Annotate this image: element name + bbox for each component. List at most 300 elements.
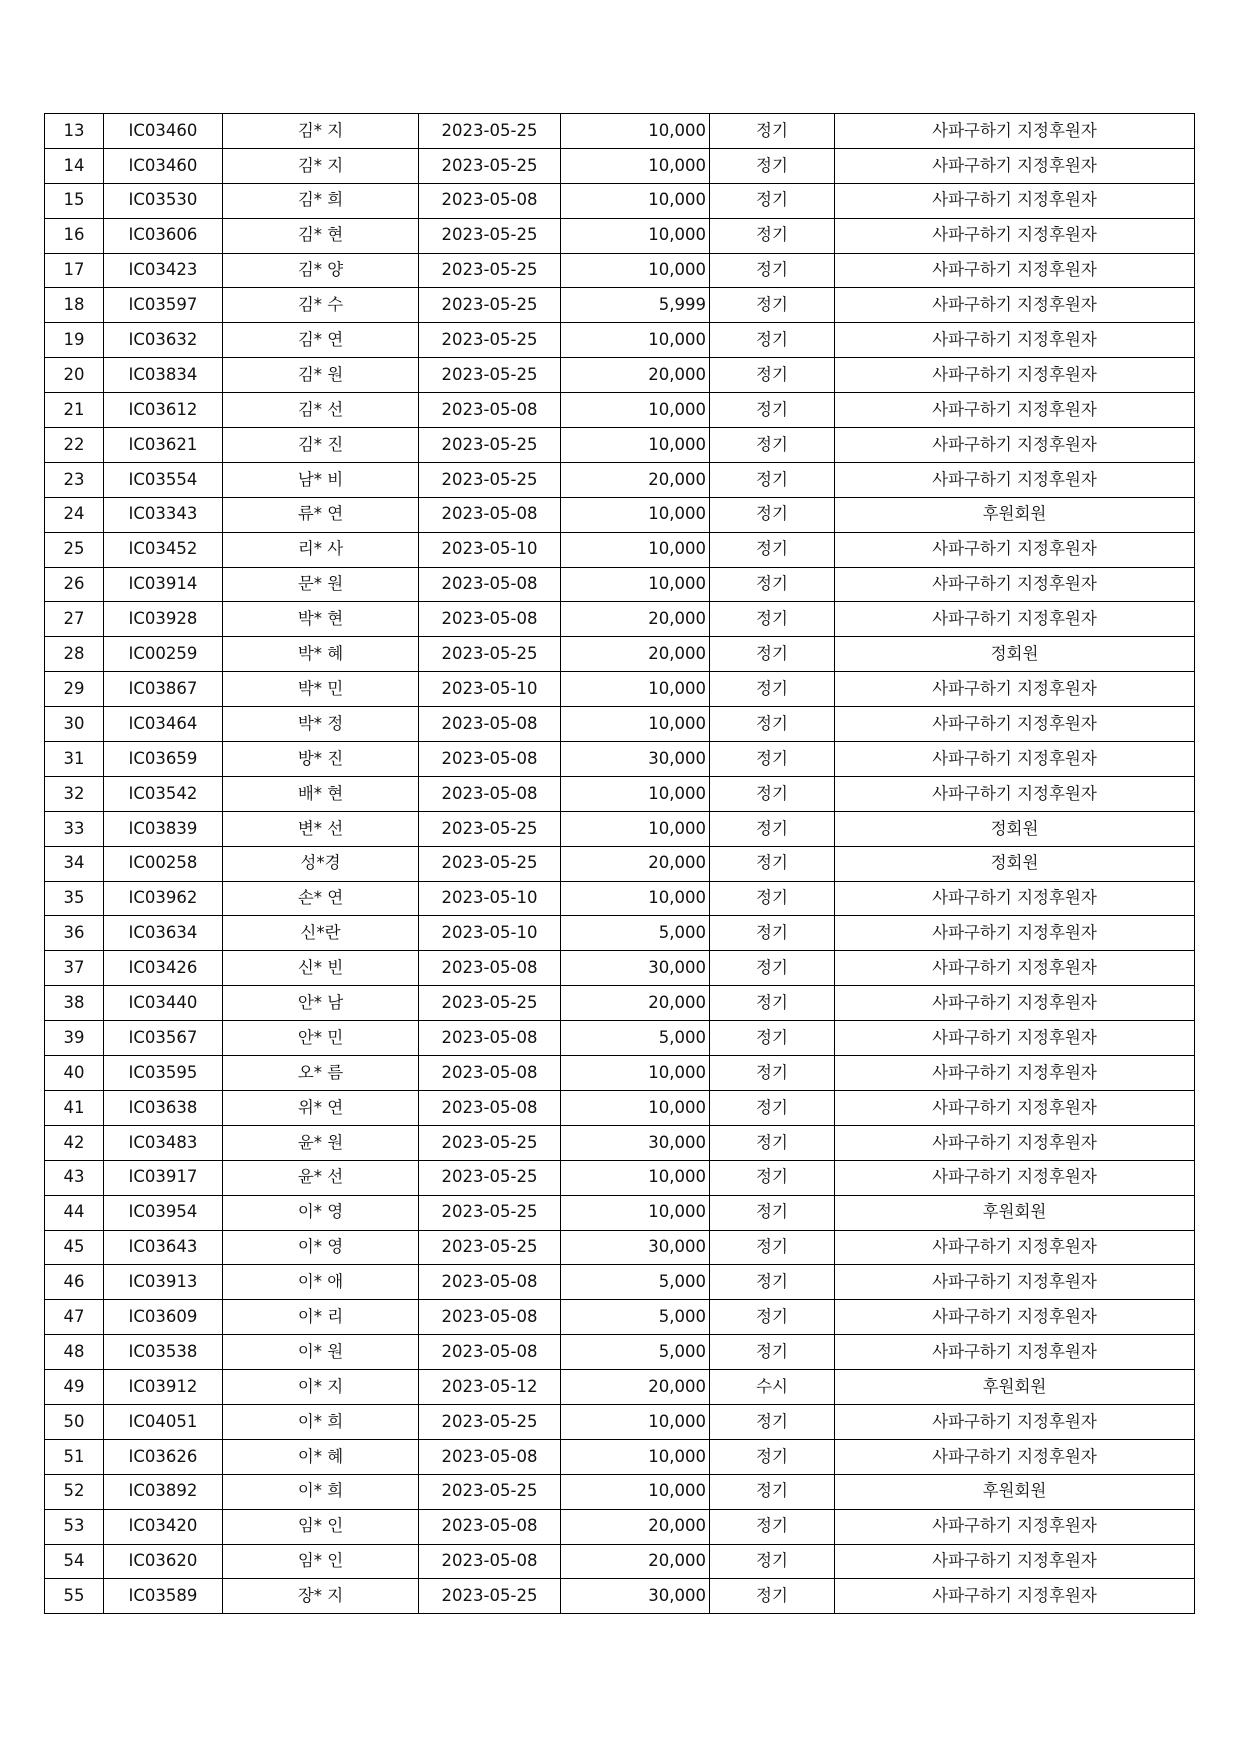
cell-donor-category: 사파구하기 지정후원자 — [835, 776, 1195, 811]
cell-amount: 20,000 — [561, 1370, 710, 1405]
cell-row-number: 17 — [45, 253, 104, 288]
cell-row-number: 44 — [45, 1195, 104, 1230]
table-row — [45, 846, 1195, 881]
cell-member-id: IC03420 — [104, 1509, 223, 1544]
cell-donor-name: 임* 인 — [223, 1509, 419, 1544]
table-row — [45, 323, 1195, 358]
cell-amount: 20,000 — [561, 602, 710, 637]
cell-donation-date: 2023-05-10 — [419, 532, 561, 567]
cell-member-id: IC03589 — [104, 1579, 223, 1614]
cell-donor-category: 사파구하기 지정후원자 — [835, 916, 1195, 951]
cell-donation-type: 정기 — [710, 881, 835, 916]
table-row — [45, 428, 1195, 463]
table-row — [45, 532, 1195, 567]
cell-donor-name: 성*경 — [223, 846, 419, 881]
cell-donor-name: 안* 민 — [223, 1021, 419, 1056]
cell-amount: 10,000 — [561, 114, 710, 149]
cell-donation-type: 정기 — [710, 497, 835, 532]
cell-donor-name: 박* 혜 — [223, 637, 419, 672]
cell-donor-name: 장* 지 — [223, 1579, 419, 1614]
cell-amount: 5,000 — [561, 1265, 710, 1300]
cell-donation-date: 2023-05-08 — [419, 393, 561, 428]
cell-donation-type: 정기 — [710, 358, 835, 393]
cell-donor-category: 사파구하기 지정후원자 — [835, 288, 1195, 323]
cell-donation-type: 정기 — [710, 1021, 835, 1056]
cell-donation-type: 정기 — [710, 602, 835, 637]
cell-donor-category: 후원회원 — [835, 1370, 1195, 1405]
cell-donor-category: 사파구하기 지정후원자 — [835, 1439, 1195, 1474]
cell-donor-name: 김* 희 — [223, 183, 419, 218]
cell-member-id: IC03606 — [104, 218, 223, 253]
cell-donation-type: 정기 — [710, 1544, 835, 1579]
cell-row-number: 16 — [45, 218, 104, 253]
cell-donor-name: 이* 지 — [223, 1370, 419, 1405]
cell-row-number: 42 — [45, 1125, 104, 1160]
cell-member-id: IC03530 — [104, 183, 223, 218]
cell-member-id: IC04051 — [104, 1404, 223, 1439]
cell-row-number: 30 — [45, 707, 104, 742]
cell-donor-category: 사파구하기 지정후원자 — [835, 881, 1195, 916]
table-row — [45, 1021, 1195, 1056]
cell-donation-type: 정기 — [710, 1335, 835, 1370]
cell-row-number: 36 — [45, 916, 104, 951]
table-row — [45, 1056, 1195, 1091]
cell-amount: 10,000 — [561, 323, 710, 358]
cell-donor-name: 이* 혜 — [223, 1439, 419, 1474]
cell-amount: 5,999 — [561, 288, 710, 323]
cell-row-number: 55 — [45, 1579, 104, 1614]
cell-member-id: IC03954 — [104, 1195, 223, 1230]
cell-member-id: IC03426 — [104, 951, 223, 986]
cell-row-number: 19 — [45, 323, 104, 358]
cell-amount: 20,000 — [561, 358, 710, 393]
cell-row-number: 40 — [45, 1056, 104, 1091]
cell-donor-category: 사파구하기 지정후원자 — [835, 253, 1195, 288]
cell-donor-category: 정회원 — [835, 846, 1195, 881]
cell-donation-date: 2023-05-25 — [419, 1125, 561, 1160]
cell-donor-name: 김* 수 — [223, 288, 419, 323]
cell-amount: 5,000 — [561, 1300, 710, 1335]
cell-donation-type: 정기 — [710, 811, 835, 846]
table-body — [45, 114, 1195, 1614]
cell-amount: 10,000 — [561, 253, 710, 288]
cell-donation-date: 2023-05-08 — [419, 602, 561, 637]
cell-member-id: IC03632 — [104, 323, 223, 358]
cell-donation-date: 2023-05-08 — [419, 567, 561, 602]
cell-amount: 10,000 — [561, 1090, 710, 1125]
table-row — [45, 1579, 1195, 1614]
cell-member-id: IC03634 — [104, 916, 223, 951]
cell-amount: 10,000 — [561, 1195, 710, 1230]
cell-row-number: 15 — [45, 183, 104, 218]
cell-donation-date: 2023-05-25 — [419, 1230, 561, 1265]
cell-member-id: IC03440 — [104, 986, 223, 1021]
cell-donation-type: 정기 — [710, 1195, 835, 1230]
cell-donor-category: 사파구하기 지정후원자 — [835, 986, 1195, 1021]
cell-member-id: IC00258 — [104, 846, 223, 881]
cell-donation-date: 2023-05-08 — [419, 183, 561, 218]
cell-donor-name: 김* 현 — [223, 218, 419, 253]
cell-member-id: IC03621 — [104, 428, 223, 463]
cell-donor-category: 사파구하기 지정후원자 — [835, 183, 1195, 218]
table-row — [45, 1300, 1195, 1335]
table-row — [45, 742, 1195, 777]
cell-donation-date: 2023-05-08 — [419, 776, 561, 811]
cell-donor-category: 사파구하기 지정후원자 — [835, 1125, 1195, 1160]
cell-row-number: 35 — [45, 881, 104, 916]
cell-donation-date: 2023-05-25 — [419, 218, 561, 253]
cell-donor-name: 김* 진 — [223, 428, 419, 463]
cell-donation-type: 정기 — [710, 707, 835, 742]
cell-donation-type: 정기 — [710, 951, 835, 986]
table-row — [45, 1195, 1195, 1230]
cell-member-id: IC03460 — [104, 114, 223, 149]
cell-donor-category: 사파구하기 지정후원자 — [835, 567, 1195, 602]
cell-donor-category: 사파구하기 지정후원자 — [835, 218, 1195, 253]
cell-donor-category: 사파구하기 지정후원자 — [835, 393, 1195, 428]
cell-member-id: IC03626 — [104, 1439, 223, 1474]
cell-donor-category: 사파구하기 지정후원자 — [835, 1404, 1195, 1439]
cell-donor-name: 문* 원 — [223, 567, 419, 602]
cell-donation-type: 정기 — [710, 637, 835, 672]
cell-donation-date: 2023-05-08 — [419, 951, 561, 986]
cell-donation-date: 2023-05-25 — [419, 637, 561, 672]
cell-member-id: IC03928 — [104, 602, 223, 637]
cell-row-number: 39 — [45, 1021, 104, 1056]
cell-row-number: 53 — [45, 1509, 104, 1544]
cell-donor-category: 후원회원 — [835, 1474, 1195, 1509]
cell-donation-type: 정기 — [710, 183, 835, 218]
cell-donation-type: 정기 — [710, 218, 835, 253]
cell-member-id: IC03423 — [104, 253, 223, 288]
cell-amount: 30,000 — [561, 742, 710, 777]
cell-amount: 10,000 — [561, 1404, 710, 1439]
cell-donor-category: 정회원 — [835, 811, 1195, 846]
cell-amount: 10,000 — [561, 672, 710, 707]
cell-amount: 10,000 — [561, 148, 710, 183]
cell-donor-category: 사파구하기 지정후원자 — [835, 532, 1195, 567]
cell-donor-category: 사파구하기 지정후원자 — [835, 1300, 1195, 1335]
cell-donation-date: 2023-05-08 — [419, 1265, 561, 1300]
cell-donation-date: 2023-05-08 — [419, 1544, 561, 1579]
cell-row-number: 21 — [45, 393, 104, 428]
table-row — [45, 811, 1195, 846]
cell-donation-date: 2023-05-08 — [419, 1509, 561, 1544]
cell-amount: 30,000 — [561, 1579, 710, 1614]
cell-donor-name: 배* 현 — [223, 776, 419, 811]
table-row — [45, 253, 1195, 288]
table-row — [45, 1160, 1195, 1195]
cell-donation-type: 정기 — [710, 253, 835, 288]
cell-member-id: IC03839 — [104, 811, 223, 846]
cell-amount: 20,000 — [561, 986, 710, 1021]
cell-donation-type: 정기 — [710, 567, 835, 602]
cell-row-number: 13 — [45, 114, 104, 149]
cell-member-id: IC03609 — [104, 1300, 223, 1335]
cell-donor-category: 사파구하기 지정후원자 — [835, 1509, 1195, 1544]
cell-amount: 10,000 — [561, 881, 710, 916]
table-row — [45, 1509, 1195, 1544]
cell-member-id: IC00259 — [104, 637, 223, 672]
cell-donation-date: 2023-05-25 — [419, 253, 561, 288]
cell-amount: 10,000 — [561, 707, 710, 742]
cell-row-number: 37 — [45, 951, 104, 986]
cell-donor-name: 신* 빈 — [223, 951, 419, 986]
cell-donor-category: 사파구하기 지정후원자 — [835, 358, 1195, 393]
cell-donation-type: 정기 — [710, 776, 835, 811]
cell-amount: 5,000 — [561, 1021, 710, 1056]
cell-member-id: IC03597 — [104, 288, 223, 323]
cell-amount: 10,000 — [561, 428, 710, 463]
cell-amount: 20,000 — [561, 1509, 710, 1544]
cell-donation-date: 2023-05-08 — [419, 1335, 561, 1370]
cell-member-id: IC03452 — [104, 532, 223, 567]
cell-donation-date: 2023-05-25 — [419, 811, 561, 846]
cell-row-number: 20 — [45, 358, 104, 393]
cell-row-number: 32 — [45, 776, 104, 811]
donation-table — [44, 113, 1195, 1614]
table-row — [45, 637, 1195, 672]
cell-row-number: 45 — [45, 1230, 104, 1265]
cell-member-id: IC03620 — [104, 1544, 223, 1579]
table-row — [45, 916, 1195, 951]
cell-row-number: 51 — [45, 1439, 104, 1474]
cell-member-id: IC03567 — [104, 1021, 223, 1056]
cell-amount: 30,000 — [561, 951, 710, 986]
cell-donor-name: 변* 선 — [223, 811, 419, 846]
table-row — [45, 183, 1195, 218]
cell-member-id: IC03892 — [104, 1474, 223, 1509]
cell-donation-type: 정기 — [710, 1160, 835, 1195]
cell-member-id: IC03917 — [104, 1160, 223, 1195]
cell-donation-type: 정기 — [710, 672, 835, 707]
cell-amount: 5,000 — [561, 916, 710, 951]
table-row — [45, 148, 1195, 183]
cell-row-number: 49 — [45, 1370, 104, 1405]
cell-amount: 5,000 — [561, 1335, 710, 1370]
cell-donor-name: 박* 정 — [223, 707, 419, 742]
table-row — [45, 567, 1195, 602]
cell-donor-name: 이* 원 — [223, 1335, 419, 1370]
cell-donor-category: 사파구하기 지정후원자 — [835, 148, 1195, 183]
cell-donor-category: 사파구하기 지정후원자 — [835, 602, 1195, 637]
cell-amount: 20,000 — [561, 637, 710, 672]
cell-donor-category: 사파구하기 지정후원자 — [835, 428, 1195, 463]
cell-row-number: 23 — [45, 462, 104, 497]
cell-donor-name: 방* 진 — [223, 742, 419, 777]
cell-donation-date: 2023-05-25 — [419, 1160, 561, 1195]
cell-donor-name: 이* 영 — [223, 1230, 419, 1265]
cell-donor-name: 이* 희 — [223, 1404, 419, 1439]
cell-member-id: IC03912 — [104, 1370, 223, 1405]
cell-member-id: IC03834 — [104, 358, 223, 393]
cell-donor-category: 사파구하기 지정후원자 — [835, 672, 1195, 707]
cell-donor-category: 사파구하기 지정후원자 — [835, 1335, 1195, 1370]
cell-row-number: 29 — [45, 672, 104, 707]
table-row — [45, 1090, 1195, 1125]
table-row — [45, 1404, 1195, 1439]
cell-donation-type: 정기 — [710, 1056, 835, 1091]
cell-row-number: 50 — [45, 1404, 104, 1439]
cell-donation-type: 정기 — [710, 1474, 835, 1509]
table-row — [45, 497, 1195, 532]
cell-donation-date: 2023-05-08 — [419, 497, 561, 532]
cell-amount: 10,000 — [561, 1160, 710, 1195]
cell-donor-name: 이* 애 — [223, 1265, 419, 1300]
cell-donation-type: 정기 — [710, 114, 835, 149]
cell-row-number: 25 — [45, 532, 104, 567]
cell-row-number: 34 — [45, 846, 104, 881]
cell-donation-date: 2023-05-25 — [419, 1404, 561, 1439]
cell-donation-date: 2023-05-08 — [419, 707, 561, 742]
cell-donor-category: 사파구하기 지정후원자 — [835, 323, 1195, 358]
table-row — [45, 986, 1195, 1021]
cell-donor-name: 오* 름 — [223, 1056, 419, 1091]
cell-donation-date: 2023-05-25 — [419, 846, 561, 881]
cell-donor-name: 류* 연 — [223, 497, 419, 532]
cell-member-id: IC03460 — [104, 148, 223, 183]
cell-row-number: 54 — [45, 1544, 104, 1579]
cell-donor-category: 사파구하기 지정후원자 — [835, 1230, 1195, 1265]
cell-member-id: IC03343 — [104, 497, 223, 532]
cell-donation-type: 정기 — [710, 1230, 835, 1265]
cell-row-number: 48 — [45, 1335, 104, 1370]
cell-donor-category: 후원회원 — [835, 1195, 1195, 1230]
cell-row-number: 24 — [45, 497, 104, 532]
cell-donation-type: 정기 — [710, 148, 835, 183]
cell-donation-type: 정기 — [710, 462, 835, 497]
cell-donation-date: 2023-05-25 — [419, 1195, 561, 1230]
cell-row-number: 43 — [45, 1160, 104, 1195]
table-row — [45, 776, 1195, 811]
cell-donation-date: 2023-05-25 — [419, 114, 561, 149]
table-row — [45, 672, 1195, 707]
cell-donation-date: 2023-05-25 — [419, 148, 561, 183]
cell-row-number: 28 — [45, 637, 104, 672]
cell-donor-category: 사파구하기 지정후원자 — [835, 951, 1195, 986]
cell-member-id: IC03612 — [104, 393, 223, 428]
cell-donor-name: 위* 연 — [223, 1090, 419, 1125]
cell-row-number: 22 — [45, 428, 104, 463]
cell-amount: 30,000 — [561, 1125, 710, 1160]
cell-donor-category: 사파구하기 지정후원자 — [835, 1544, 1195, 1579]
cell-member-id: IC03962 — [104, 881, 223, 916]
cell-donation-date: 2023-05-25 — [419, 288, 561, 323]
cell-donation-type: 정기 — [710, 986, 835, 1021]
cell-amount: 10,000 — [561, 218, 710, 253]
table-row — [45, 358, 1195, 393]
cell-donor-category: 사파구하기 지정후원자 — [835, 1056, 1195, 1091]
cell-donor-category: 사파구하기 지정후원자 — [835, 462, 1195, 497]
cell-donor-name: 박* 민 — [223, 672, 419, 707]
table-row — [45, 462, 1195, 497]
cell-amount: 10,000 — [561, 1056, 710, 1091]
cell-donation-date: 2023-05-08 — [419, 1090, 561, 1125]
cell-amount: 10,000 — [561, 183, 710, 218]
table-row — [45, 1439, 1195, 1474]
cell-amount: 10,000 — [561, 497, 710, 532]
cell-donation-date: 2023-05-12 — [419, 1370, 561, 1405]
cell-donation-type: 정기 — [710, 742, 835, 777]
cell-amount: 20,000 — [561, 846, 710, 881]
table-row — [45, 1265, 1195, 1300]
cell-donation-type: 정기 — [710, 1439, 835, 1474]
cell-donation-date: 2023-05-25 — [419, 1579, 561, 1614]
cell-amount: 10,000 — [561, 1439, 710, 1474]
cell-row-number: 31 — [45, 742, 104, 777]
cell-donor-name: 김* 지 — [223, 114, 419, 149]
cell-donation-date: 2023-05-25 — [419, 1474, 561, 1509]
cell-member-id: IC03638 — [104, 1090, 223, 1125]
cell-donor-name: 김* 양 — [223, 253, 419, 288]
cell-donation-date: 2023-05-10 — [419, 881, 561, 916]
cell-donation-date: 2023-05-08 — [419, 1021, 561, 1056]
table-row — [45, 707, 1195, 742]
cell-donor-category: 사파구하기 지정후원자 — [835, 707, 1195, 742]
cell-donation-date: 2023-05-25 — [419, 428, 561, 463]
cell-donation-type: 정기 — [710, 323, 835, 358]
cell-donor-name: 박* 현 — [223, 602, 419, 637]
cell-member-id: IC03867 — [104, 672, 223, 707]
cell-member-id: IC03914 — [104, 567, 223, 602]
cell-donation-date: 2023-05-08 — [419, 742, 561, 777]
cell-amount: 10,000 — [561, 567, 710, 602]
cell-donation-date: 2023-05-08 — [419, 1056, 561, 1091]
table-row — [45, 1335, 1195, 1370]
cell-row-number: 46 — [45, 1265, 104, 1300]
table-row — [45, 1125, 1195, 1160]
cell-donor-name: 리* 사 — [223, 532, 419, 567]
cell-amount: 10,000 — [561, 532, 710, 567]
cell-member-id: IC03483 — [104, 1125, 223, 1160]
table-row — [45, 288, 1195, 323]
cell-amount: 20,000 — [561, 1544, 710, 1579]
cell-donor-name: 김* 원 — [223, 358, 419, 393]
cell-donation-type: 수시 — [710, 1370, 835, 1405]
cell-amount: 10,000 — [561, 393, 710, 428]
cell-donor-name: 이* 희 — [223, 1474, 419, 1509]
cell-row-number: 26 — [45, 567, 104, 602]
table-row — [45, 1370, 1195, 1405]
table-row — [45, 1230, 1195, 1265]
cell-row-number: 14 — [45, 148, 104, 183]
cell-donation-type: 정기 — [710, 1579, 835, 1614]
cell-donation-date: 2023-05-08 — [419, 1439, 561, 1474]
cell-amount: 30,000 — [561, 1230, 710, 1265]
cell-donor-name: 이* 리 — [223, 1300, 419, 1335]
table-row — [45, 1474, 1195, 1509]
cell-donation-type: 정기 — [710, 532, 835, 567]
cell-member-id: IC03554 — [104, 462, 223, 497]
cell-amount: 20,000 — [561, 462, 710, 497]
cell-donor-name: 남* 비 — [223, 462, 419, 497]
cell-donor-category: 사파구하기 지정후원자 — [835, 1021, 1195, 1056]
table-row — [45, 114, 1195, 149]
cell-member-id: IC03913 — [104, 1265, 223, 1300]
cell-donation-type: 정기 — [710, 1265, 835, 1300]
cell-row-number: 18 — [45, 288, 104, 323]
cell-donor-name: 김* 선 — [223, 393, 419, 428]
table-row — [45, 218, 1195, 253]
cell-donation-type: 정기 — [710, 916, 835, 951]
cell-row-number: 33 — [45, 811, 104, 846]
table-row — [45, 881, 1195, 916]
cell-donor-category: 사파구하기 지정후원자 — [835, 1160, 1195, 1195]
cell-donor-name: 안* 남 — [223, 986, 419, 1021]
cell-donation-date: 2023-05-08 — [419, 1300, 561, 1335]
cell-row-number: 52 — [45, 1474, 104, 1509]
table-row — [45, 951, 1195, 986]
